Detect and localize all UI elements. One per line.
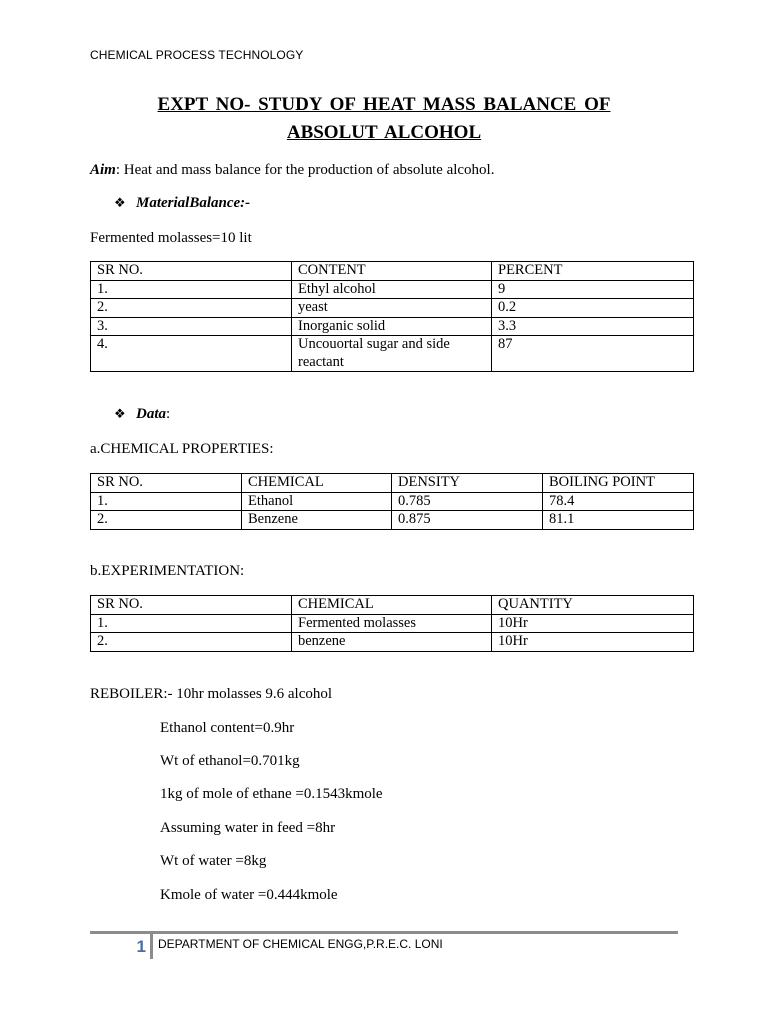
table-cell: Uncouortal sugar and side reactant	[292, 336, 492, 372]
page-number: 1	[136, 937, 146, 956]
experimentation-label: b.EXPERIMENTATION:	[90, 563, 245, 579]
material-balance-table	[90, 261, 694, 372]
header-cell: CHEMICAL	[292, 596, 492, 615]
material-balance-heading	[114, 194, 250, 212]
table-cell: Ethyl alcohol	[292, 280, 492, 299]
experiment-title-line-2: ABSOLUT ALCOHOL	[286, 122, 482, 143]
reboiler-line: Wt of water =8kg	[160, 853, 267, 869]
reboiler-line: Ethanol content=0.9hr	[160, 720, 295, 736]
table-cell: 0.2	[492, 299, 694, 318]
table-cell: 9	[492, 280, 694, 299]
reboiler-line: 1kg of mole of ethane =0.1543kmole	[160, 786, 383, 802]
header-cell: PERCENT	[492, 262, 694, 281]
reboiler-heading: REBOILER:- 10hr molasses 9.6 alcohol	[90, 686, 333, 702]
data-heading	[114, 405, 170, 423]
footer-divider	[90, 931, 678, 934]
table-row	[91, 633, 694, 652]
table-cell: 81.1	[543, 511, 694, 530]
aim-text: : Heat and mass balance for the production of absolute alcohol.	[115, 162, 495, 178]
table-cell: 78.4	[543, 492, 694, 511]
chemical-properties-table	[90, 473, 694, 530]
table-cell: 1.	[91, 280, 292, 299]
header-cell: CONTENT	[292, 262, 492, 281]
table-cell: 3.	[91, 317, 292, 336]
table-row	[91, 614, 694, 633]
header-cell: BOILING POINT	[543, 474, 694, 493]
table-cell: Inorganic solid	[292, 317, 492, 336]
table-cell: 0.785	[392, 492, 543, 511]
header-cell: SR NO.	[91, 474, 242, 493]
table-cell: 10Hr	[492, 614, 694, 633]
table-cell: 1.	[91, 492, 242, 511]
header-cell: SR NO.	[91, 262, 292, 281]
table-cell: 87	[492, 336, 694, 372]
table-cell: 2.	[91, 299, 292, 318]
table-cell: 10Hr	[492, 633, 694, 652]
table-header-row	[91, 262, 694, 281]
table-cell: 2.	[91, 511, 242, 530]
header-cell: QUANTITY	[492, 596, 694, 615]
data-heading-colon: :	[166, 406, 171, 422]
table-row	[91, 511, 694, 530]
table-cell: Benzene	[242, 511, 392, 530]
data-heading-text: Data	[136, 406, 166, 422]
chemical-properties-label: a.CHEMICAL PROPERTIES:	[90, 441, 274, 457]
table-cell: 1.	[91, 614, 292, 633]
table-cell: Fermented molasses	[292, 614, 492, 633]
table-cell: 3.3	[492, 317, 694, 336]
header-cell: CHEMICAL	[242, 474, 392, 493]
table-cell: 4.	[91, 336, 292, 372]
diamond-bullet-icon: ❖	[114, 195, 126, 210]
header-cell: SR NO.	[91, 596, 292, 615]
diamond-bullet-icon: ❖	[114, 406, 126, 421]
table-row	[91, 299, 694, 318]
table-row	[91, 492, 694, 511]
footer-department: DEPARTMENT OF CHEMICAL ENGG,P.R.E.C. LONI	[158, 937, 443, 951]
aim-paragraph	[90, 161, 494, 179]
table-cell: 2.	[91, 633, 292, 652]
experiment-title-line-1: EXPT NO- STUDY OF HEAT MASS BALANCE OF	[157, 94, 611, 115]
material-balance-heading-text: MaterialBalance:-	[136, 195, 251, 211]
table-header-row	[91, 474, 694, 493]
table-header-row	[91, 596, 694, 615]
aim-label: Aim	[90, 162, 116, 178]
table-cell: yeast	[292, 299, 492, 318]
header-cell: DENSITY	[392, 474, 543, 493]
table-row	[91, 336, 694, 372]
reboiler-line: Wt of ethanol=0.701kg	[160, 753, 300, 769]
table-cell: Ethanol	[242, 492, 392, 511]
table-row	[91, 317, 694, 336]
reboiler-line: Assuming water in feed =8hr	[160, 820, 336, 836]
fermented-molasses-line: Fermented molasses=10 lit	[90, 230, 252, 246]
reboiler-line: Kmole of water =0.444kmole	[160, 887, 338, 903]
table-row	[91, 280, 694, 299]
footer-separator	[150, 934, 153, 959]
table-cell: benzene	[292, 633, 492, 652]
experimentation-table	[90, 595, 694, 652]
table-cell: 0.875	[392, 511, 543, 530]
running-header: CHEMICAL PROCESS TECHNOLOGY	[90, 48, 304, 62]
